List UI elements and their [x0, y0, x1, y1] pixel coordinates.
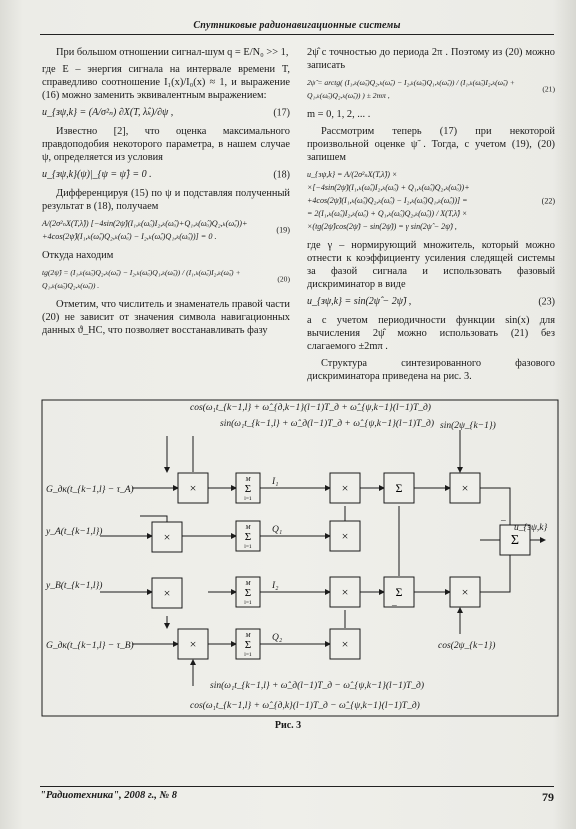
accumulator-Q2-upper-limit: M [245, 633, 251, 639]
equation-18: u_{зψ,k}(ψ)|_{ψ = ψ̂} = 0 . (18) [42, 169, 290, 180]
figure-frame [42, 400, 558, 716]
wire [140, 516, 167, 522]
accumulator-I1-sigma: Σ [244, 483, 252, 495]
paragraph: Известно [2], что оценка максимального правдоподобия некоторого параметра, в нашем случае ψ, определяется из условия [42, 126, 290, 163]
signal-I1-label: I₁ [272, 477, 279, 487]
multiplier-block-symbol: × [461, 585, 469, 599]
equation-23: u_{зψ,k} = sin(2ψ̂ − 2ψ̃) , (23) [307, 296, 555, 307]
signal-I2-label: I₂ [272, 581, 279, 591]
multiplier-block-symbol: × [163, 530, 171, 544]
wire [480, 554, 510, 592]
right-column [307, 46, 555, 387]
minus-sign: – [392, 601, 397, 611]
input-gdk-a-label: G_дк(t_{k−1,l} − τ_A) [46, 485, 134, 495]
paragraph: Рассмотрим теперь (17) при некоторой произвольной оценке ψ̃ . Тогда, с учетом (19), (20) запишем [307, 126, 555, 163]
running-header: Спутниковые радионавигационные системы [40, 20, 554, 35]
equation-19: A/(2σ²ₙX(T,λ̂)) [−4sin(2ψ̂)(I₁,ₖ(ω̂ₐ)I₂,ₖ(ω̂ₐ)+Q₁,ₖ(ω̂ₐ)Q₂,ₖ(ω̂ₐ))+ +4cos(2ψ̂)(I₁,ₖ(ω̂ₐ)Q₂,ₖ(ω̂ₐ) − I₂,ₖ(ω̂ₐ)Q₁,ₖ(ω̂ₐ))] = 0 . (19) [42, 219, 290, 241]
paragraph: Отметим, что числитель и знаменатель правой части (20) не зависит от значения символа навигационных данных ϑ_НС, что позволяет восстанавливать фазу [42, 299, 290, 336]
input-yb-label: y_B(t_{k−1,l}) [46, 581, 103, 591]
top-carrier-label-1: cos(ω₁t_{k−1,l} + ω̂_{д,k−1}(l−1)T_д + ω̂_{ψ,k−1}(l−1)T_д) [190, 403, 431, 413]
adder-block-symbol: Σ [395, 481, 403, 495]
paragraph: Структура синтезированного фазового дискриминатора приведена на рис. 3. [307, 358, 555, 382]
multiplier-block-symbol: × [189, 637, 197, 651]
journal-source: "Радиотехника", 2008 г., № 8 [40, 790, 177, 801]
multiplier-block-symbol: × [341, 585, 349, 599]
block-diagram-svg [40, 396, 560, 718]
input-gdk-b-label: G_дк(t_{k−1,l} − τ_B) [46, 641, 134, 651]
top-carrier-label-2: sin(ω₁t_{k−1,l} + ω̂_д(l−1)T_д + ω̂_{ψ,k−1}(l−1)T_д) [220, 419, 435, 429]
output-adder-block-symbol: Σ [510, 533, 520, 548]
sin-2psi-label: sin(2ψ_{k−1}) [440, 421, 496, 431]
paragraph: Дифференцируя (15) по ψ и подставляя полученный результат в (18), получаем [42, 188, 290, 212]
paragraph: При большом отношении сигнал-шум q = E/N₀ >> 1, [56, 47, 289, 58]
accumulator-Q1-upper-limit: M [245, 525, 251, 531]
signal-Q1-label: Q₁ [272, 525, 283, 535]
figure-3-block-diagram [40, 396, 560, 718]
equation-20: tg(2ψ̂) = (I₁,ₖ(ω̂ₐ)Q₂,ₖ(ω̂ₐ) − I₂,ₖ(ω̂ₐ)Q₁,ₖ(ω̂ₐ)) / (I₁,ₖ(ω̂ₐ)I₂,ₖ(ω̂ₐ) + Q₁,ₖ(ω̂ₐ)Q₂,ₖ(ω̂ₐ)) . (20) [42, 268, 290, 290]
accumulator-Q2-lower-limit: l=1 [244, 652, 252, 658]
signal-Q2-label: Q₂ [272, 633, 283, 643]
adder-block-symbol: Σ [395, 585, 403, 599]
output-label: u_{зψ,k} [514, 523, 548, 533]
multiplier-block-symbol: × [341, 529, 349, 543]
accumulator-Q2-sigma: Σ [244, 639, 252, 651]
paragraph: где γ – нормирующий множитель, который можно отнести к коэффициенту усиления следящей системы за фазой сигнала и использовать фазовый дискриминатор в виде [307, 240, 555, 290]
paragraph: Откуда находим [42, 250, 114, 261]
paragraph: а с учетом периодичности функции sin(x) для вычисления 2ψ̂ можно использовать (21) без слагаемого ±2mπ . [307, 315, 555, 352]
bottom-carrier-label-2: cos(ω₁t_{k−1,l} + ω̂_{д,k}(l−1)T_д − ω̂_{ψ,k−1}(l−1)T_д) [190, 701, 420, 711]
minus-sign: – [501, 516, 506, 526]
page-footer [40, 786, 554, 804]
input-ya-label: y_A(t_{k−1,l}) [46, 527, 103, 537]
accumulator-I2-upper-limit: M [245, 581, 251, 587]
equation-17: u_{зψ,k} = (A/σ²ₙ) ∂X(T, λ̂ₖ)/∂ψ , (17) [42, 107, 290, 118]
accumulator-I1-upper-limit: M [245, 477, 251, 483]
bottom-carrier-label-1: sin(ω₁t_{k−1,l} + ω̂_д(l−1)T_д − ω̂_{ψ,k−1}(l−1)T_д) [210, 681, 425, 691]
paragraph: m = 0, 1, 2, ... . [307, 109, 371, 120]
left-column [42, 46, 290, 341]
accumulator-Q1-lower-limit: l=1 [244, 544, 252, 550]
diagram-blocks [152, 473, 530, 659]
paragraph: 2ψ̂ с точностью до периода 2π . Поэтому из (20) можно записать [307, 47, 555, 71]
page-number: 79 [542, 790, 554, 804]
accumulator-Q1-sigma: Σ [244, 531, 252, 543]
cos-2psi-label: cos(2ψ_{k−1}) [438, 641, 496, 651]
multiplier-block-symbol: × [461, 481, 469, 495]
multiplier-block-symbol: × [341, 481, 349, 495]
multiplier-block-symbol: × [341, 637, 349, 651]
multiplier-block-symbol: × [163, 586, 171, 600]
accumulator-I1-lower-limit: l=1 [244, 496, 252, 502]
equation-21: 2ψ̂ = arctg( (I₁,ₖ(ω̂ₐ)Q₂,ₖ(ω̂ₐ) − I₂,ₖ(ω̂ₐ)Q₁,ₖ(ω̂ₐ)) / (I₁,ₖ(ω̂ₐ)I₂,ₖ(ω̂ₐ) + Q₁,ₖ(ω̂ₐ)Q₂,ₖ(ω̂ₐ)) ) ± 2mπ , (21) [307, 78, 555, 100]
multiplier-block-symbol: × [189, 481, 197, 495]
paragraph: где E – энергия сигнала на интервале времени T, справедливо соотношение I₁(x)/I₀(x) ≈ 1, и выражение (16) можно заменить эквивалентным выражением: [42, 64, 290, 101]
accumulator-I2-lower-limit: l=1 [244, 600, 252, 606]
figure-caption: Рис. 3 [274, 720, 302, 731]
accumulator-I2-sigma: Σ [244, 587, 252, 599]
equation-22: u_{зψ,k} = A/(2σ²ₙX(T,λ̂)) × ×[−4sin(2ψ̃)(I₁,ₖ(ω̂ₐ)I₂,ₖ(ω̂ₐ) + Q₁,ₖ(ω̂ₐ)Q₂,ₖ(ω̂ₐ))+ +4cos(2ψ̃)(I₁,ₖ(ω̂ₐ)Q₂,ₖ(ω̂ₐ) − I₂,ₖ(ω̂ₐ)Q₁,ₖ(ω̂ₐ))] = = 2(I₁,ₖ(ω̂ₐ)I₂,ₖ(ω̂ₐ) + Q₁,ₖ(ω̂ₐ)Q₂,ₖ(ω̂ₐ)) / X(T,λ̂) × ×(tg(2ψ̂)cos(2ψ̃) − sin(2ψ̃)) = γ sin(2ψ̂ − 2ψ̃) , (22) [307, 170, 555, 231]
